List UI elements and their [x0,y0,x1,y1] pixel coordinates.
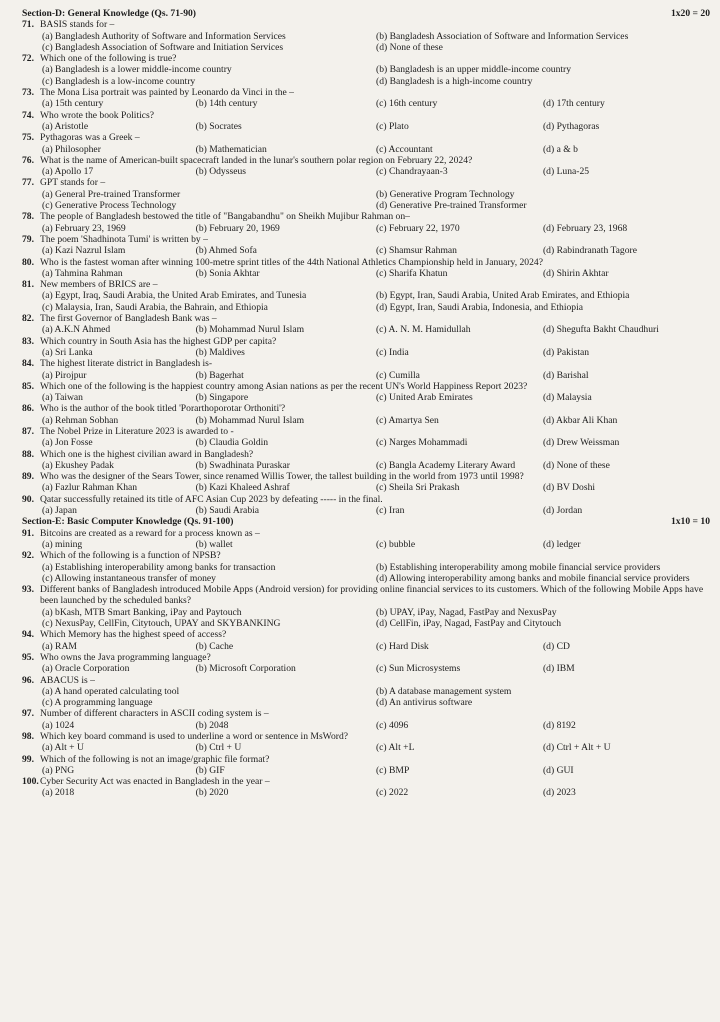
section-d-title: Section-D: General Knowledge (Qs. 71-90) [22,8,196,19]
answer-option: (b) 14th century [195,98,258,110]
answer-option: (d) Drew Weissman [542,437,620,449]
question-line [22,234,710,245]
question-line [22,313,710,324]
answer-option: (d) CD [542,640,570,652]
question-item [22,110,710,133]
answer-option: (c) bubble [375,538,416,550]
answer-option: (d) February 23, 1968 [542,222,628,234]
answer-option: (d) An antivirus software [376,697,473,709]
question-number: 77. [22,177,34,189]
question-line [22,584,710,607]
question-number: 80. [22,256,34,268]
answer-options [22,482,710,493]
question-number: 74. [22,109,34,121]
answer-option: (a) Philosopher [42,143,101,155]
answer-option: (a) Bangladesh Authority of Software and Information Services [42,30,286,42]
answer-option: (c) Allowing instantaneous transfer of money [42,572,216,584]
answer-option: (a) Egypt, Iraq, Saudi Arabia, the United Arab Emirates, and Tunesia [42,290,307,302]
answer-option: (c) Cumilla [375,369,420,381]
answer-option: (d) Luna-25 [542,166,590,178]
question-number: 90. [22,493,34,505]
answer-option: (a) Jon Fosse [42,437,93,449]
answer-option: (a) 15th century [42,98,104,110]
answer-option: (a) Fazlur Rahman Khan [42,482,138,494]
answer-options [22,765,710,776]
question-number: 82. [22,313,34,325]
question-text: Cyber Security Act was enacted in Bangladesh in the year – [40,776,270,788]
answer-option: (c) Amartya Sen [375,414,439,426]
question-number: 97. [22,708,34,720]
question-line [22,19,710,30]
answer-option: (d) Akbar Ali Khan [542,414,618,426]
question-line [22,211,710,222]
question-text: The poem 'Shadhinota Tumi' is written by – [40,233,208,245]
section-e-questions [22,528,710,799]
answer-option: (c) India [375,346,409,358]
answer-option: (b) Establishing interoperability among mobile financial service providers [376,561,661,573]
answer-option: (c) BMP [375,764,410,776]
question-text: Which one of the following is the happiest country among Asian nations as per the recent UN's World Happiness Report 2023? [40,380,528,392]
answer-option: (d) BV Doshi [542,482,596,494]
answer-option: (d) Bangladesh is a high-income country [376,75,533,87]
question-line [22,132,710,143]
answer-options [22,663,710,674]
answer-option: (d) 8192 [542,719,576,731]
question-number: 95. [22,651,34,663]
question-item [22,279,710,313]
answer-option: (c) A programming language [42,697,153,709]
question-number: 89. [22,471,34,483]
section-e-marks: 1x10 = 10 [670,516,710,528]
answer-option: (b) GIF [195,764,225,776]
question-line [22,471,710,482]
answer-option: (a) February 23, 1969 [42,222,126,234]
answer-option: (b) Sonia Akhtar [195,267,260,279]
question-text: Who owns the Java programming language? [40,651,211,663]
answer-options [22,607,710,630]
section-e-title: Section-E: Basic Computer Knowledge (Qs. 91-100) [22,516,234,528]
answer-option: (c) Malaysia, Iran, Saudi Arabia, the Bahrain, and Ethiopia [42,301,268,313]
question-text: The Nobel Prize in Literature 2023 is awarded to - [40,425,234,437]
question-item [22,211,710,234]
answer-option: (a) Tahmina Rahman [42,267,123,279]
answer-option: (c) Accountant [375,143,433,155]
answer-option: (d) CellFin, iPay, Nagad, FastPay and Citytouch [376,618,562,630]
question-text: Qatar successfully retained its title of AFC Asian Cup 2023 by defeating ----- in the final. [40,493,383,505]
answer-option: (a) Sri Lanka [42,346,93,358]
question-number: 85. [22,380,34,392]
answer-option: (b) Maldives [195,346,245,358]
answer-options [22,539,710,550]
question-line [22,754,710,765]
answer-options [22,370,710,381]
question-line [22,87,710,98]
answer-option: (d) Shirin Akhtar [542,267,609,279]
answer-option: (c) Sharifa Khatun [375,267,448,279]
question-line [22,358,710,369]
question-item [22,53,710,87]
answer-option: (b) Socrates [195,120,242,132]
answer-option: (b) Bagerhat [195,369,244,381]
answer-option: (d) 17th century [542,98,605,110]
question-text: Who is the fastest woman after winning 100-metre sprint titles of the 44th National Athletics Championship held in January, 2024? [40,256,543,268]
answer-option: (d) Rabindranath Tagore [542,245,637,257]
question-line [22,776,710,787]
answer-option: (d) None of these [376,41,443,53]
answer-option: (d) IBM [542,663,575,675]
question-text: BASIS stands for – [40,19,115,31]
question-text: Who is the author of the book titled 'Porarthoporotar Orthoniti'? [40,403,286,415]
answer-options [22,720,710,731]
answer-option: (d) Jordan [542,505,583,517]
question-item [22,313,710,336]
answer-option: (b) A database management system [376,685,512,697]
answer-options [22,166,710,177]
answer-options [22,121,710,132]
question-line [22,53,710,64]
answer-option: (c) United Arab Emirates [375,392,473,404]
question-text: What is the name of American-built spacecraft landed in the lunar's southern polar region on February 22, 2024? [40,154,473,166]
question-item [22,381,710,404]
question-number: 79. [22,233,34,245]
question-item [22,471,710,494]
answer-option: (a) Oracle Corporation [42,663,130,675]
answer-option: (a) Taiwan [42,392,83,404]
answer-options [22,223,710,234]
question-number: 88. [22,448,34,460]
question-text: Who wrote the book Politics? [40,109,155,121]
question-text: Number of different characters in ASCII coding system is – [40,708,269,720]
question-item [22,652,710,675]
question-line [22,629,710,640]
question-number: 91. [22,527,34,539]
answer-options [22,324,710,335]
answer-option: (a) Establishing interoperability among banks for transaction [42,561,276,573]
question-number: 87. [22,425,34,437]
answer-option: (c) Plato [375,120,409,132]
question-line [22,550,710,561]
answer-option: (c) Chandrayaan-3 [375,166,448,178]
question-text: Bitcoins are created as a reward for a process known as – [40,527,260,539]
answer-options [22,144,710,155]
answer-option: (d) Ctrl + Alt + U [542,742,611,754]
answer-option: (a) Apollo 17 [42,166,94,178]
answer-option: (d) Generative Pre-trained Transformer [376,200,527,212]
answer-option: (b) Bangladesh Association of Software and Information Services [376,30,629,42]
question-item [22,132,710,155]
answer-options [22,290,710,313]
answer-options [22,245,710,256]
question-item [22,731,710,754]
question-item [22,358,710,381]
answer-option: (b) Claudia Goldin [195,437,269,449]
answer-options [22,392,710,403]
answer-option: (c) A. N. M. Hamidullah [375,324,471,336]
question-item [22,550,710,584]
question-text: Who was the designer of the Sears Tower, since renamed Willis Tower, the tallest building in the world from 1973 until 1998? [40,471,524,483]
question-line [22,675,710,686]
answer-option: (d) Barishal [542,369,589,381]
question-line [22,449,710,460]
answer-option: (c) Alt +L [375,742,415,754]
question-number: 86. [22,403,34,415]
answer-option: (c) Narges Mohammadi [375,437,468,449]
answer-option: (c) Bangla Academy Literary Award [375,459,516,471]
question-item [22,403,710,426]
answer-option: (b) Kazi Khaleed Ashraf [195,482,290,494]
question-number: 98. [22,731,34,742]
answer-option: (b) Mathematician [195,143,267,155]
answer-option: (d) a & b [542,143,578,155]
answer-option: (b) Microsoft Corporation [195,663,296,675]
question-item [22,754,710,777]
question-number: 93. [22,584,34,596]
question-number: 99. [22,753,34,765]
question-text: The Mona Lisa portrait was painted by Leonardo da Vinci in the – [40,87,294,99]
answer-options [22,31,710,54]
answer-option: (b) wallet [195,538,233,550]
answer-option: (a) mining [42,538,83,550]
question-number: 81. [22,279,34,291]
answer-options [22,641,710,652]
question-number: 83. [22,335,34,347]
answer-option: (d) GUI [542,764,574,776]
answer-option: (a) Bangladesh is a lower middle-income country [42,64,232,76]
question-item [22,675,710,709]
answer-option: (d) Egypt, Iran, Saudi Arabia, Indonesia, and Ethiopia [376,301,584,313]
answer-option: (b) 2048 [195,719,229,731]
question-text: Pythagoras was a Greek – [40,132,140,144]
answer-option: (c) Generative Process Technology [42,200,177,212]
answer-option: (b) Egypt, Iran, Saudi Arabia, United Arab Emirates, and Ethiopia [376,290,630,302]
question-text: Which of the following is not an image/graphic file format? [40,753,270,765]
answer-option: (a) Aristotle [42,120,89,132]
answer-option: (c) Hard Disk [375,640,429,652]
answer-option: (a) RAM [42,640,77,652]
question-text: Different banks of Bangladesh introduced Mobile Apps (Android version) for providing online financial services to its customers. Which of the following Mobile Apps have been launched by the scheduled banks? [40,584,704,607]
answer-option: (b) Generative Program Technology [376,188,515,200]
answer-option: (b) Bangladesh is an upper middle-income country [376,64,572,76]
answer-option: (d) Malaysia [542,392,592,404]
answer-option: (d) Pythagoras [542,120,600,132]
answer-option: (c) Shamsur Rahman [375,245,457,257]
answer-options [22,415,710,426]
answer-option: (b) Mohammad Nurul Islam [195,414,305,426]
answer-options [22,64,710,87]
question-text: The highest literate district in Bangladesh is- [40,358,213,370]
answer-options [22,460,710,471]
answer-option: (d) 2023 [542,787,576,799]
question-line [22,494,710,505]
answer-option: (a) bKash, MTB Smart Banking, iPay and Paytouch [42,606,242,618]
question-text: The first Governor of Bangladesh Bank was – [40,313,217,325]
answer-options [22,347,710,358]
question-number: 76. [22,154,34,166]
question-item [22,257,710,280]
question-item [22,584,710,629]
question-text: Which one is the highest civilian award in Bangladesh? [40,448,254,460]
answer-option: (a) Rehman Sobhan [42,414,119,426]
answer-options [22,505,710,516]
answer-options [22,268,710,279]
question-item [22,87,710,110]
question-item [22,494,710,517]
question-item [22,19,710,53]
answer-option: (b) Cache [195,640,234,652]
answer-option: (c) 2022 [375,787,409,799]
question-number: 92. [22,550,34,562]
answer-option: (a) Alt + U [42,742,84,754]
question-line [22,426,710,437]
answer-option: (a) 2018 [42,787,75,799]
answer-option: (b) Odysseus [195,166,246,178]
answer-option: (c) Bangladesh is a low-income country [42,75,196,87]
question-item [22,234,710,257]
section-d-marks: 1x20 = 20 [670,8,710,19]
answer-option: (a) Ekushey Padak [42,459,114,471]
question-line [22,155,710,166]
question-text: Which of the following is a function of NPSB? [40,550,221,562]
answer-option: (b) Saudi Arabia [195,505,260,517]
question-number: 78. [22,211,34,223]
answer-option: (d) None of these [542,459,610,471]
answer-option: (a) PNG [42,764,75,776]
question-item [22,177,710,211]
answer-option: (c) NexusPay, CellFin, Citytouch, UPAY and SKYBANKING [42,618,281,630]
question-line [22,381,710,392]
question-number: 100. [22,776,39,788]
answer-options [22,686,710,709]
question-line [22,257,710,268]
question-number: 75. [22,132,34,144]
answer-option: (c) Sheila Sri Prakash [375,482,460,494]
question-number: 84. [22,358,34,370]
question-number: 71. [22,19,34,31]
answer-option: (d) Shegufta Bakht Chaudhuri [542,324,659,336]
answer-option: (b) Ahmed Sofa [195,245,257,257]
answer-option: (b) Ctrl + U [195,742,242,754]
question-line [22,110,710,121]
answer-option: (c) Iran [375,505,405,517]
answer-option: (a) Kazi Nazrul Islam [42,245,126,257]
answer-option: (d) ledger [542,538,581,550]
answer-options [22,437,710,448]
answer-options [22,742,710,753]
question-number: 94. [22,629,34,641]
answer-option: (b) Mohammad Nurul Islam [195,324,305,336]
question-item [22,528,710,551]
answer-option: (b) Singapore [195,392,249,404]
question-line [22,336,710,347]
answer-option: (a) A.K.N Ahmed [42,324,111,336]
answer-option: (b) UPAY, iPay, Nagad, FastPay and NexusPay [376,606,557,618]
question-line [22,403,710,414]
question-item [22,155,710,178]
question-text: Which key board command is used to underline a word or sentence in MsWord? [40,731,349,742]
question-line [22,731,710,742]
answer-options [22,98,710,109]
question-item [22,426,710,449]
answer-option: (b) 2020 [195,787,229,799]
section-e-header [22,516,710,527]
question-text: ABACUS is – [40,674,95,686]
answer-option: (c) Sun Microsystems [375,663,461,675]
answer-option: (a) 1024 [42,719,75,731]
section-d-questions [22,19,710,516]
answer-option: (d) Allowing interoperability among banks and mobile financial service providers [376,572,690,584]
answer-option: (c) February 22, 1970 [375,222,460,234]
question-line [22,279,710,290]
question-item [22,629,710,652]
answer-options [22,787,710,798]
question-line [22,177,710,188]
answer-option: (a) Japan [42,505,77,517]
answer-option: (a) A hand operated calculating tool [42,685,180,697]
question-text: Which country in South Asia has the highest GDP per capita? [40,335,277,347]
answer-option: (b) February 20, 1969 [195,222,280,234]
answer-option: (b) Swadhinata Puraskar [195,459,290,471]
answer-option: (c) Bangladesh Association of Software and Initiation Services [42,41,284,53]
question-number: 96. [22,674,34,686]
question-text: Which one of the following is true? [40,53,177,65]
answer-option: (a) Pirojpur [42,369,87,381]
question-text: Which Memory has the highest speed of access? [40,629,227,641]
question-text: GPT stands for – [40,177,106,189]
answer-options [22,189,710,212]
question-item [22,336,710,359]
question-text: New members of BRICS are – [40,279,158,291]
answer-option: (a) General Pre-trained Transformer [42,188,181,200]
section-d-header [22,8,710,19]
answer-option: (c) 16th century [375,98,438,110]
answer-option: (d) Pakistan [542,346,590,358]
question-number: 73. [22,87,34,99]
question-item [22,776,710,799]
question-line [22,528,710,539]
question-item [22,708,710,731]
question-item [22,449,710,472]
answer-options [22,562,710,585]
question-line [22,708,710,719]
question-line [22,652,710,663]
question-text: The people of Bangladesh bestowed the title of "Bangabandhu" on Sheikh Mujibur Rahman on– [40,211,410,223]
question-number: 72. [22,53,34,65]
answer-option: (c) 4096 [375,719,409,731]
